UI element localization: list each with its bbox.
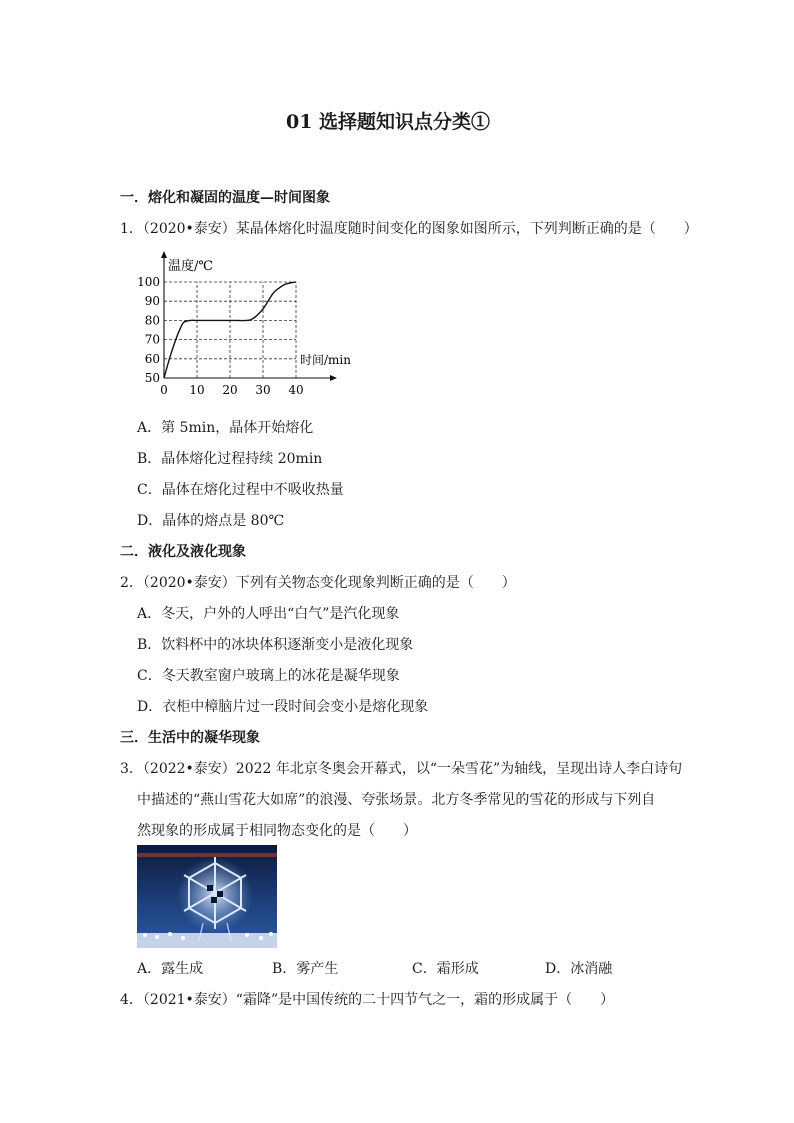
temperature-time-chart [130, 248, 370, 398]
question-1-option-c[interactable]: C．晶体在熔化过程中不吸收热量 [137, 482, 344, 498]
question-3-stem-line-3: 然现象的形成属于相同物态变化的是（ ） [137, 823, 417, 839]
question-3-stem-line-1: 3．（2022•泰安）2022 年北京冬奥会开幕式，以“一朵雪花”为轴线，呈现出诗人李白诗句 [120, 761, 683, 777]
x-axis-arrow [330, 375, 337, 381]
chart-grid [164, 282, 296, 378]
x-tick-label: 0 [160, 383, 168, 397]
x-tick-label: 40 [288, 383, 304, 397]
section-heading-2: 二．液化及液化现象 [120, 544, 246, 560]
question-2-option-a[interactable]: A．冬天，户外的人呼出“白气”是汽化现象 [137, 606, 400, 622]
page-title: 01 选择题知识点分类① [286, 111, 491, 133]
question-1-option-b[interactable]: B．晶体熔化过程持续 20min [137, 451, 323, 467]
y-tick-label: 60 [144, 351, 160, 366]
question-1-stem: 1．（2020•泰安）某晶体熔化时温度随时间变化的图象如图所示，下列判断正确的是（ ） [120, 221, 698, 237]
x-tick-label: 10 [189, 383, 205, 397]
question-2-option-d[interactable]: D．衣柜中樟脑片过一段时间会变小是熔化现象 [137, 699, 429, 715]
question-3-option-a[interactable]: A．露生成 [137, 961, 204, 977]
question-2-option-b[interactable]: B．饮料杯中的冰块体积逐渐变小是液化现象 [137, 637, 414, 653]
question-3-option-c[interactable]: C．霜形成 [412, 961, 479, 977]
question-1-option-d[interactable]: D．晶体的熔点是 80℃ [137, 513, 285, 529]
y-tick-label: 90 [144, 294, 160, 309]
x-tick-label: 30 [255, 383, 271, 397]
chart-y-axis-label: 温度/℃ [168, 259, 213, 274]
section-heading-1: 一．熔化和凝固的温度—时间图象 [120, 190, 330, 206]
y-tick-label: 50 [144, 371, 160, 385]
y-tick-label: 80 [144, 313, 160, 328]
x-tick-label: 20 [222, 383, 238, 397]
question-2-option-c[interactable]: C．冬天教室窗户玻璃上的冰花是凝华现象 [137, 668, 400, 684]
question-3-stem-line-2: 中描述的“燕山雪花大如席”的浪漫、夸张场景。北方冬季常见的雪花的形成与下列自 [137, 792, 656, 808]
y-axis-arrow [161, 251, 167, 258]
question-2-stem: 2．（2020•泰安）下列有关物态变化现象判断正确的是（ ） [120, 575, 516, 591]
question-3-option-b[interactable]: B．雾产生 [272, 961, 339, 977]
chart-x-axis-label: 时间/min [300, 353, 351, 367]
y-tick-label: 100 [137, 275, 160, 289]
y-tick-label: 70 [144, 332, 160, 347]
section-heading-3: 三．生活中的凝华现象 [120, 730, 260, 746]
question-1-option-a[interactable]: A．第 5min，晶体开始熔化 [137, 420, 314, 436]
snowflake-ceremony-photo [137, 845, 277, 948]
question-3-option-d[interactable]: D．冰消融 [545, 961, 613, 977]
question-4-stem: 4．（2021•泰安）“霜降”是中国传统的二十四节气之一，霜的形成属于（ ） [120, 992, 615, 1008]
